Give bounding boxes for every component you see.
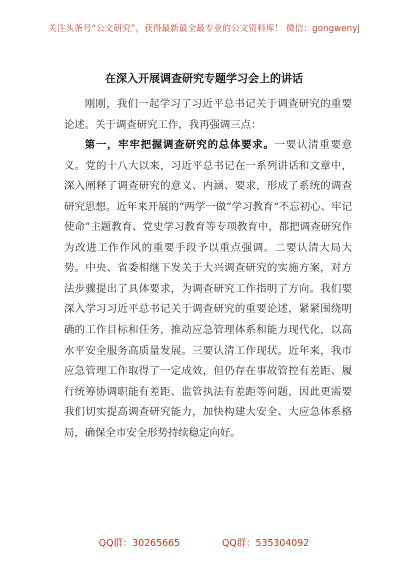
footer-contacts	[0, 535, 408, 549]
document-body	[64, 94, 352, 443]
document-title: 在深入开展调查研究专题学习会上的讲话	[105, 72, 303, 85]
first-point-heading: 第一，牢牢把握调查研究的总体要求。	[84, 139, 275, 152]
paragraph-intro: 刚刚，我们一起学习了习近平总书记关于调查研究的重要论述。关于调查研究工作，我再强调三点：	[64, 98, 352, 131]
paragraph-first-point	[64, 135, 352, 443]
qq-group-left: QQ群：30265665	[98, 538, 181, 549]
first-point-body: 一要认清重要意义。党的十八大以来，习近平总书记在一系列讲话和文章中，深入阐释了调查研究的意义、内涵、要求，形成了系统的调查研究思想。近年来开展的“两学一做”学习教育“不忘初心、牢记使命”主题教育、党史学习教育等专项教育中，都把调查研究作为改进工作作风的重要手段予以重点强调。二要认清大局大势。中央、省委相继下发关于大兴调查研究的实施方案，对方法步骤提出了具体要求，为调查研究工作指明了方向。我们要深入学习习近平总书记关于调查研究的重要论述，紧紧围绕明确的工作目标和任务，推动应急管理体系和能力现代化，以高水平安全服务高质量发展。三要认清工作现状。近年来，我市应急管理工作取得了一定成效，但仍存在事故管控有差距、履行统筹协调职能有差距、监管执法有差距等问题，因此更需要我们切实提高调查研究能力，加快构建大安全、大应急体系格局，确保全市安全形势持续稳定向好。	[64, 139, 353, 439]
qq-group-right: QQ群：535304092	[222, 538, 310, 549]
promo-banner: 关注头条号“公文研究”，获得最新最全最专业的公文资料库！ 微信：gongwenyj	[48, 24, 360, 34]
